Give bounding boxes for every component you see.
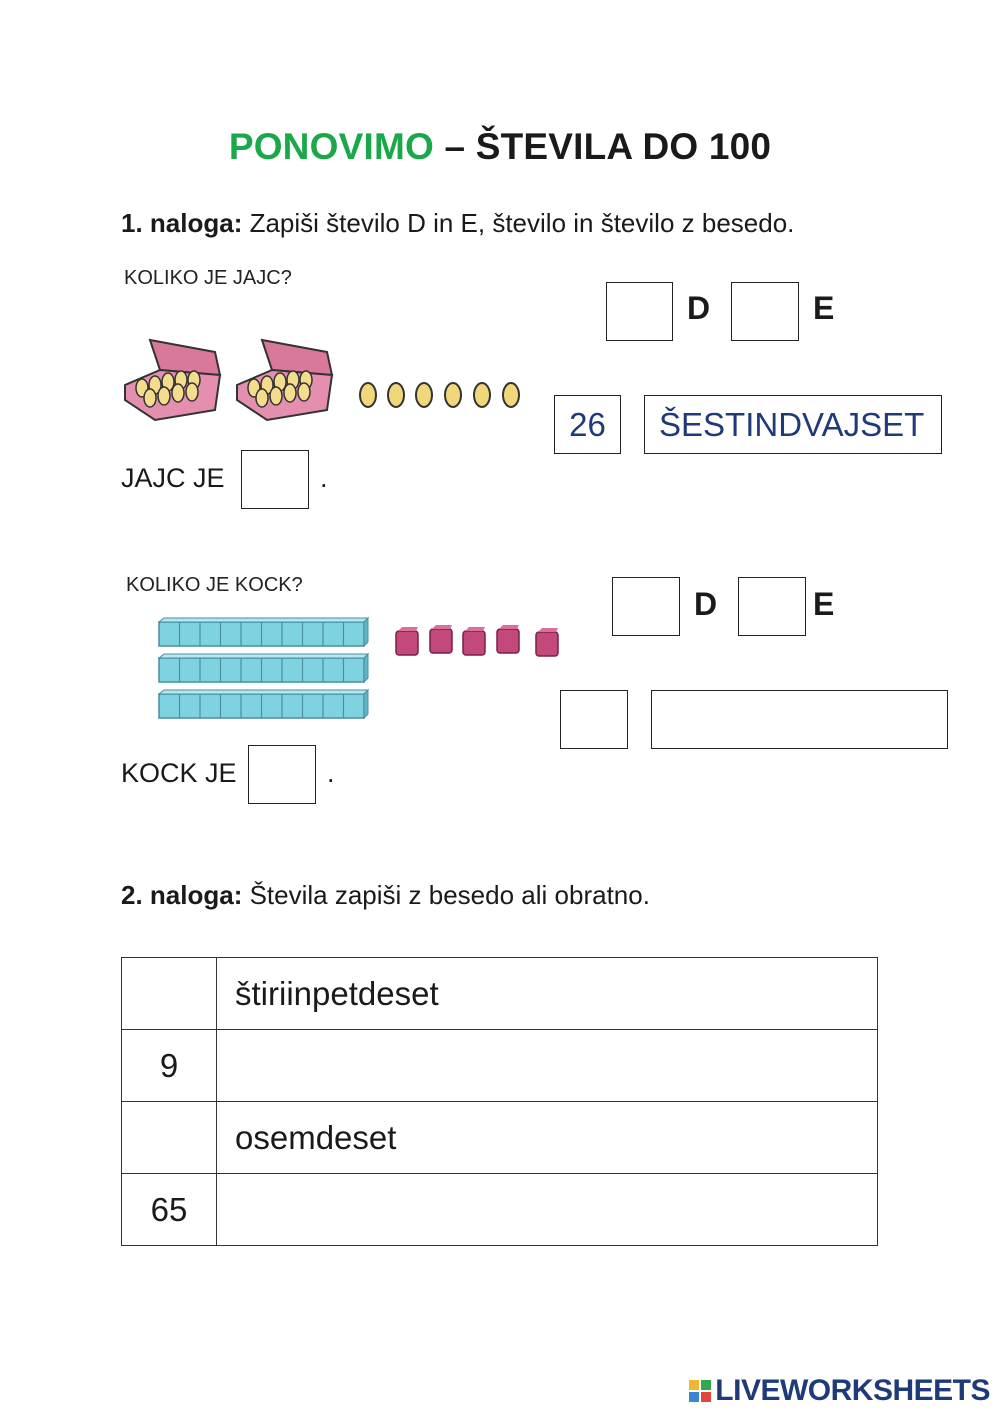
- eggs-answer-suffix: .: [320, 463, 328, 493]
- eggs-units-label: E: [813, 290, 835, 326]
- word-cell[interactable]: štiriinpetdeset: [217, 958, 878, 1030]
- title-highlight: PONOVIMO: [228, 126, 434, 167]
- cubes-question: KOLIKO JE KOCK?: [126, 574, 303, 596]
- cubes-word-input[interactable]: [651, 690, 948, 749]
- task1-heading: [121, 208, 794, 239]
- number-cell[interactable]: [122, 1102, 217, 1174]
- eggs-answer-prefix: JAJC JE: [121, 463, 225, 493]
- eggs-number-input[interactable]: 26: [554, 395, 621, 454]
- cubes-number-input[interactable]: [560, 690, 628, 749]
- unit-cube-icon: [396, 627, 418, 655]
- cubes-answer-prefix: KOCK JE: [121, 758, 237, 788]
- task2-table: [121, 957, 878, 1246]
- cubes-tens-label: D: [694, 586, 718, 622]
- title-rest: – ŠTEVILA DO 100: [444, 126, 772, 167]
- eggs-word-input[interactable]: ŠESTINDVAJSET: [644, 395, 942, 454]
- eggs-question: KOLIKO JE JAJC?: [124, 267, 292, 289]
- cubes-answer-input[interactable]: [248, 745, 316, 804]
- number-cell[interactable]: 9: [122, 1030, 217, 1102]
- table-row: [122, 1030, 878, 1102]
- cubes-tens-input[interactable]: [612, 577, 680, 636]
- word-cell[interactable]: [217, 1030, 878, 1102]
- eggs-tens-input[interactable]: [606, 282, 673, 341]
- logo-icon: [689, 1380, 711, 1402]
- table-row: [122, 958, 878, 1030]
- task1-label: 1. naloga:: [121, 208, 243, 238]
- eggs-units-input[interactable]: [731, 282, 799, 341]
- unit-cube-icon: [497, 625, 519, 653]
- task2-label: 2. naloga:: [121, 880, 243, 910]
- ten-bar-icon: [159, 654, 368, 682]
- eggs-tens-label: D: [687, 290, 711, 326]
- cubes-units-input[interactable]: [738, 577, 806, 636]
- cubes-answer-suffix: .: [327, 758, 335, 788]
- egg-icons: [360, 383, 519, 407]
- number-cell[interactable]: [122, 958, 217, 1030]
- word-cell[interactable]: [217, 1174, 878, 1246]
- table-row: [122, 1174, 878, 1246]
- word-cell[interactable]: osemdeset: [217, 1102, 878, 1174]
- egg-carton-icon: [237, 340, 332, 420]
- ten-bar-icon: [159, 618, 368, 646]
- task2-heading: [121, 880, 650, 911]
- task2-instruction: Števila zapiši z besedo ali obratno.: [242, 880, 650, 910]
- page-title: [0, 126, 1000, 168]
- logo-text: LIVEWORKSHEETS: [715, 1374, 990, 1407]
- task1-instruction: Zapiši število D in E, število in število z besedo.: [242, 208, 795, 238]
- table-row: [122, 1102, 878, 1174]
- liveworksheets-logo: [689, 1374, 990, 1408]
- cubes-illustration: [155, 615, 570, 730]
- unit-cube-icon: [463, 627, 485, 655]
- egg-cartons-illustration: [115, 325, 535, 425]
- unit-cube-icon: [430, 625, 452, 653]
- unit-cube-icon: [536, 628, 558, 656]
- ten-bar-icon: [159, 690, 368, 718]
- cubes-units-label: E: [813, 586, 835, 622]
- eggs-answer-input[interactable]: [241, 450, 309, 509]
- number-cell[interactable]: 65: [122, 1174, 217, 1246]
- egg-carton-icon: [125, 340, 220, 420]
